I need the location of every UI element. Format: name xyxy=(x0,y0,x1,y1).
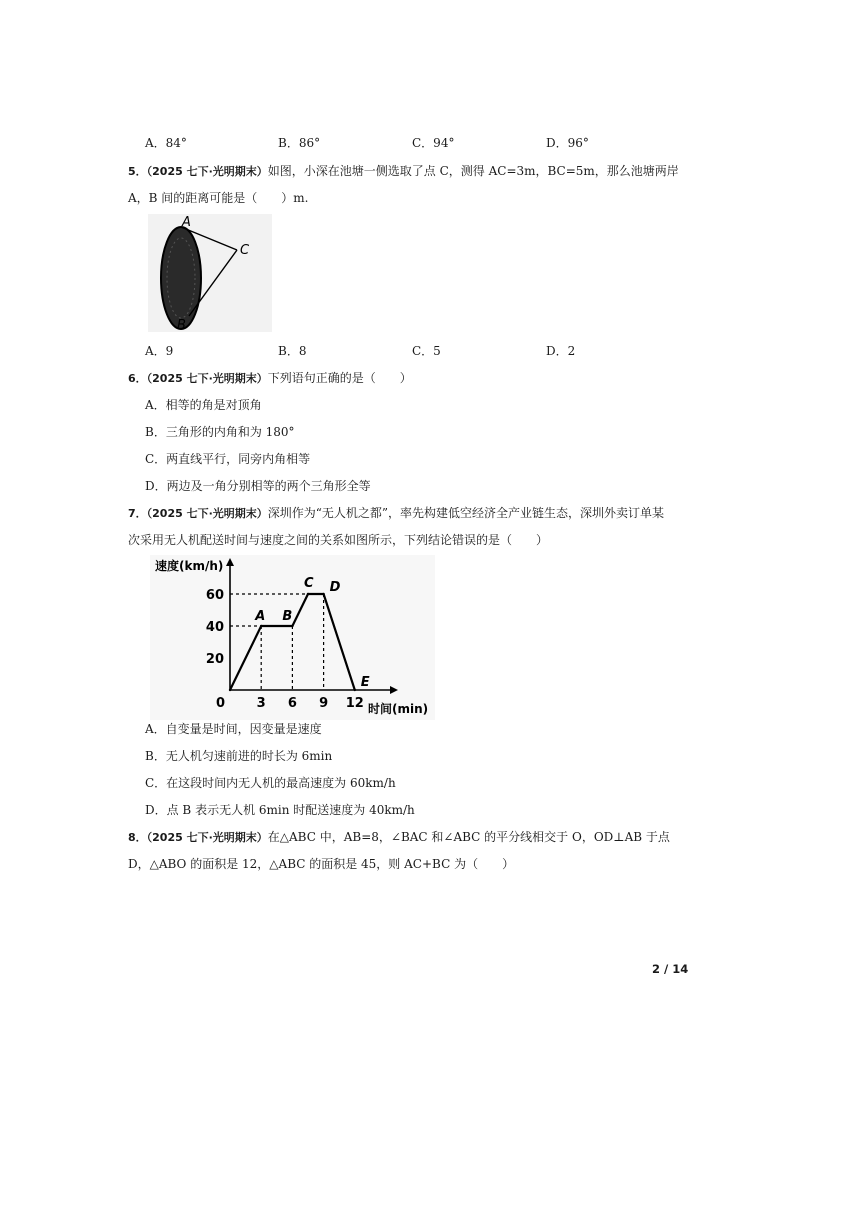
q7-text-line2: 次采用无人机配送时间与速度之间的关系如图所示，下列结论错误的是（ ） xyxy=(128,533,549,547)
q5-text-line1: 如图，小深在池塘一侧选取了点 C，测得 AC=3m，BC=5m，那么池塘两岸 xyxy=(267,164,679,178)
point-b-label: B xyxy=(177,318,186,333)
q4-options xyxy=(145,134,705,152)
q8-stem-line1 xyxy=(128,828,670,845)
q4-option-b: B．86° xyxy=(278,136,321,150)
q7-number: 7． xyxy=(128,507,147,520)
q4-option-d: D．96° xyxy=(546,136,589,150)
chart-point xyxy=(260,625,262,627)
chart-point xyxy=(291,625,293,627)
chart-x-tick-label: 6 xyxy=(287,696,297,711)
q7-option-b: B．无人机匀速前进的时长为 6min xyxy=(145,749,333,763)
q6-option-c: C．两直线平行，同旁内角相等 xyxy=(145,452,311,466)
q7-stem-line1 xyxy=(128,504,664,521)
chart-x-tick-label: 3 xyxy=(256,696,266,711)
q6-option-a: A．相等的角是对顶角 xyxy=(145,398,262,412)
chart-point xyxy=(354,689,356,691)
point-a-label: A xyxy=(182,215,191,230)
chart-point xyxy=(322,593,324,595)
chart-x-tick-label: 12 xyxy=(345,696,364,711)
q7-source: （2025 七下·光明期末） xyxy=(146,507,268,520)
point-c-label: C xyxy=(240,243,250,258)
chart-y-tick-label: 60 xyxy=(205,588,224,603)
chart-y-axis-label: 速度(km/h) xyxy=(155,559,224,573)
q7-option-c: C．在这段时间内无人机的最高速度为 60km/h xyxy=(145,776,396,790)
q5-option-a: A．9 xyxy=(145,344,174,358)
q8-number: 8． xyxy=(128,831,147,844)
q5-text-line2: A，B 间的距离可能是（ ）m. xyxy=(128,191,309,205)
q7-speed-time-chart xyxy=(150,555,435,720)
q5-number: 5． xyxy=(128,165,147,178)
q5-option-c: C．5 xyxy=(412,344,441,358)
q5-options xyxy=(145,342,705,360)
q4-option-a: A．84° xyxy=(145,136,187,150)
chart-y-tick-label: 20 xyxy=(205,652,224,667)
chart-point-label-b: B xyxy=(282,609,293,624)
q6-number: 6． xyxy=(128,372,147,385)
q6-option-b: B．三角形的内角和为 180° xyxy=(145,425,295,439)
q6-stem xyxy=(128,369,412,386)
q7-option-a: A．自变量是时间，因变量是速度 xyxy=(145,722,322,736)
chart-y-tick-label: 40 xyxy=(205,620,224,635)
q7-option-d: D．点 B 表示无人机 6min 时配送速度为 40km/h xyxy=(145,803,415,817)
q5-option-b: B．8 xyxy=(278,344,307,358)
q6-text: 下列语句正确的是（ ） xyxy=(267,371,412,385)
chart-point-label-e: E xyxy=(360,675,370,690)
chart-point-label-a: A xyxy=(255,609,266,624)
q5-source: （2025 七下·光明期末） xyxy=(146,165,268,178)
q8-source: （2025 七下·光明期末） xyxy=(146,831,268,844)
q4-option-c: C．94° xyxy=(412,136,455,150)
page-number: 2 / 14 xyxy=(652,962,689,976)
chart-point-label-c: C xyxy=(304,576,314,591)
q6-option-d: D．两边及一角分别相等的两个三角形全等 xyxy=(145,479,371,493)
chart-point xyxy=(229,689,231,691)
q8-text-line2: D，△ABO 的面积是 12，△ABC 的面积是 45，则 AC+BC 为（ ） xyxy=(128,857,515,871)
q5-pond-figure xyxy=(140,212,280,334)
q5-option-d: D．2 xyxy=(546,344,576,358)
q5-stem-line1 xyxy=(128,162,679,179)
chart-x-tick-label: 9 xyxy=(319,696,329,711)
chart-point-label-d: D xyxy=(329,580,341,595)
q6-source: （2025 七下·光明期末） xyxy=(146,372,268,385)
chart-origin-label: 0 xyxy=(216,696,226,711)
chart-x-axis-label: 时间(min) xyxy=(368,702,429,716)
q7-text-line1: 深圳作为“无人机之都”，率先构建低空经济全产业链生态，深圳外卖订单某 xyxy=(267,506,665,520)
q8-text-line1: 在△ABC 中，AB=8，∠BAC 和∠ABC 的平分线相交于 O，OD⊥AB 于点 xyxy=(267,830,670,844)
chart-point xyxy=(307,593,309,595)
